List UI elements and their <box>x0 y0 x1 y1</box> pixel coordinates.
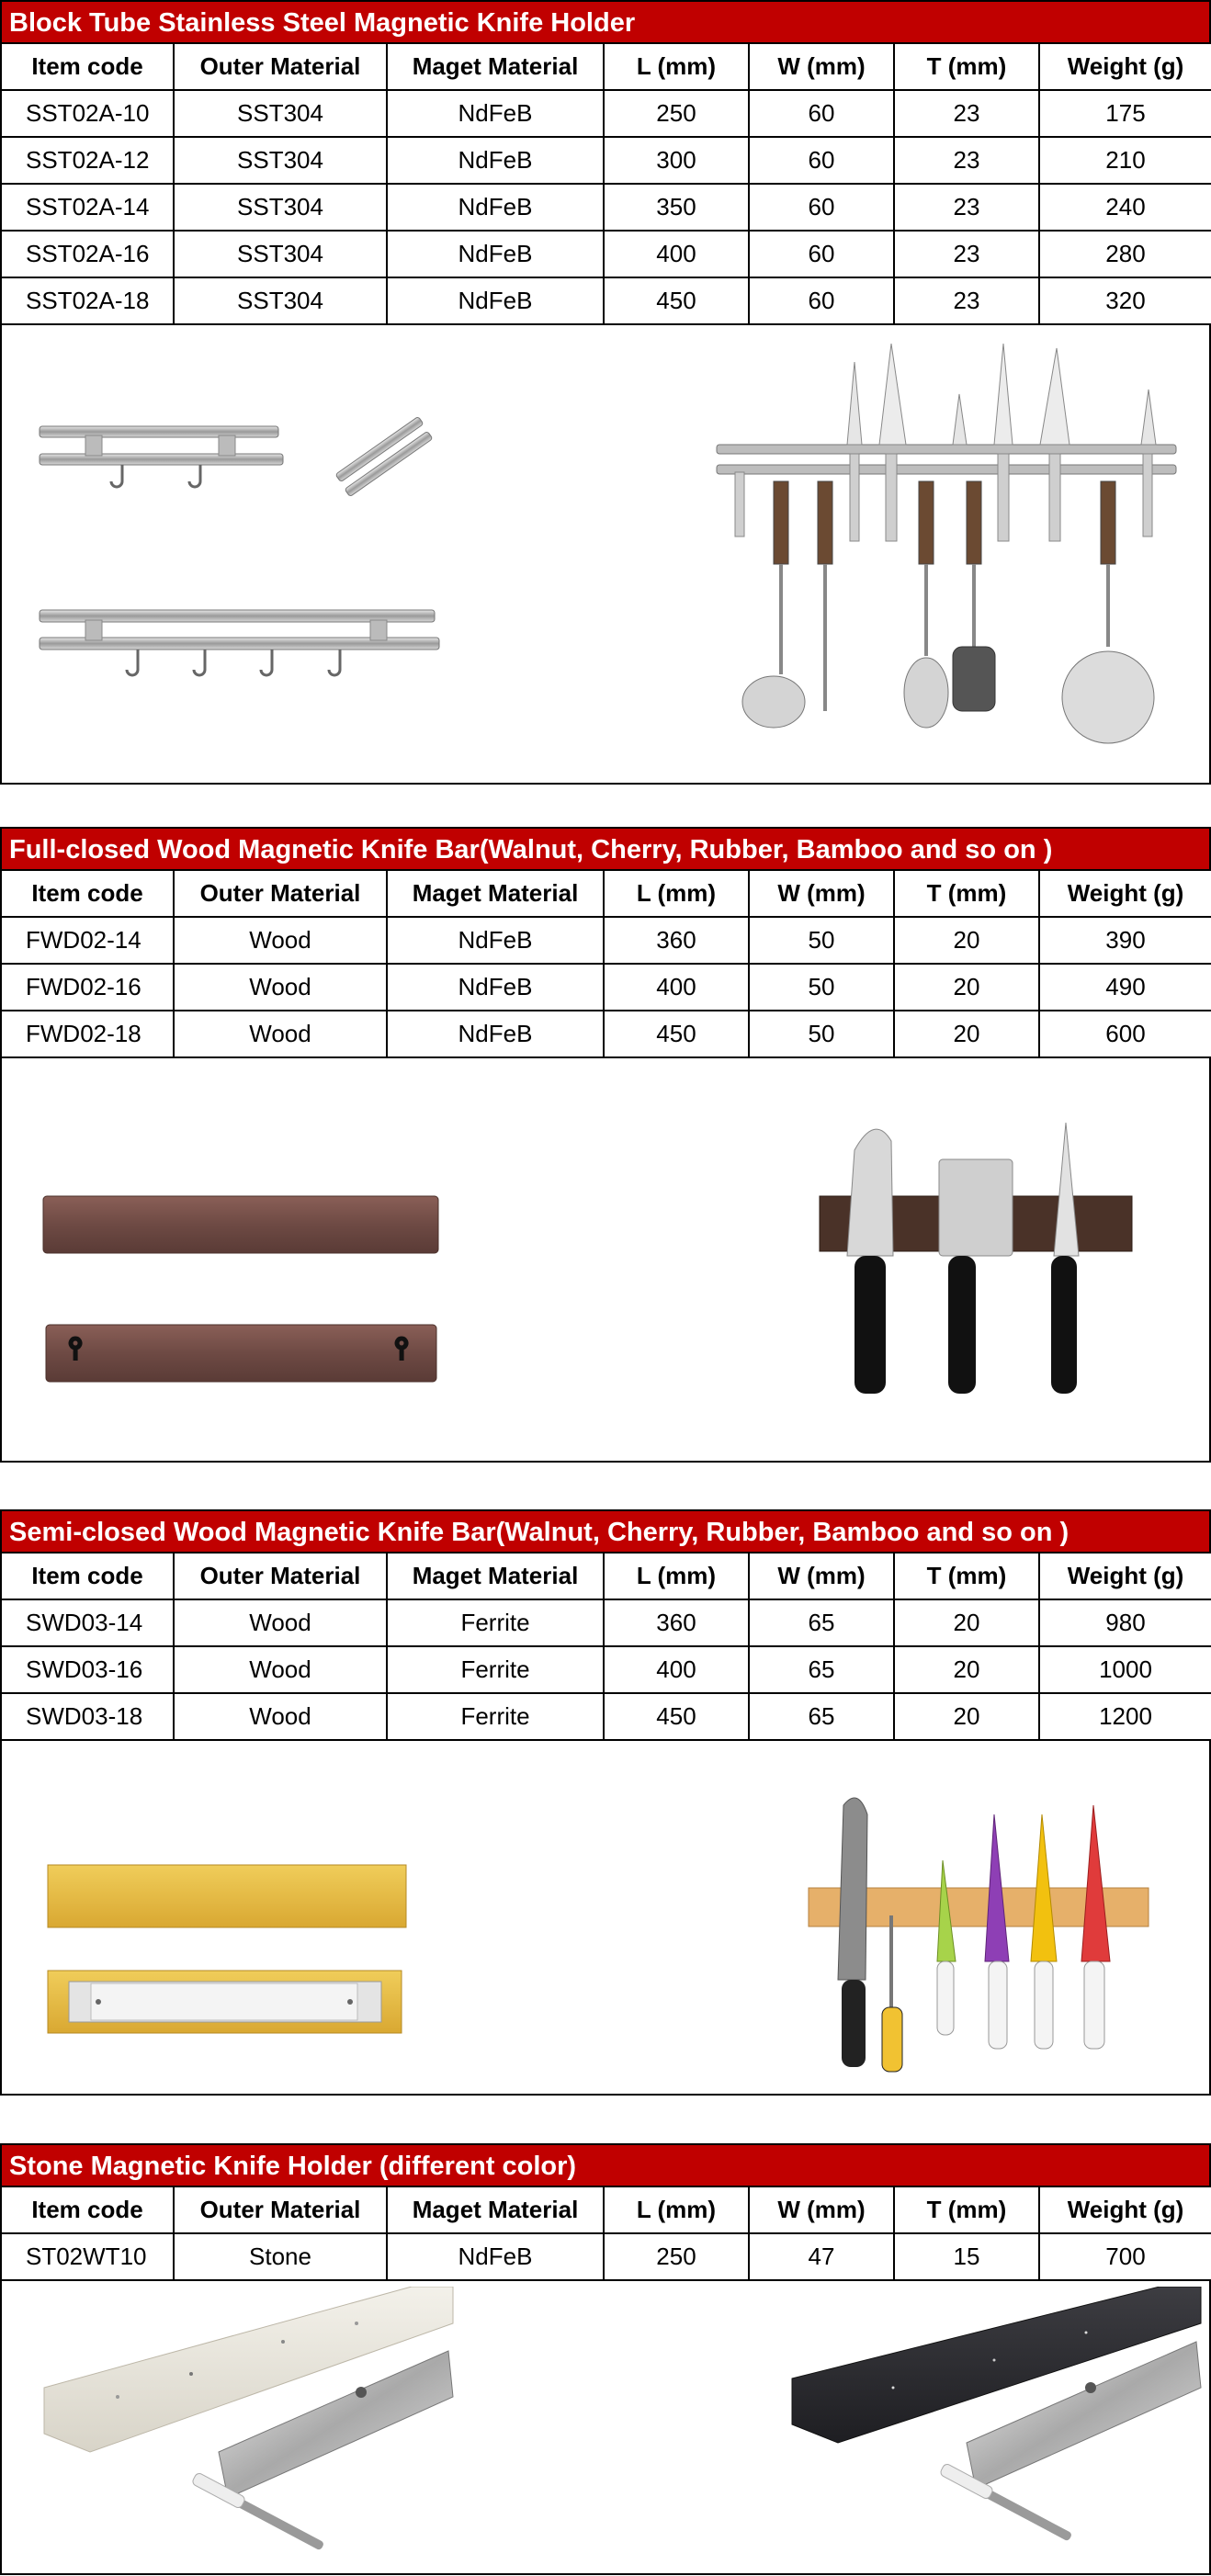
knives-on-wood-bar-image <box>810 1095 1141 1444</box>
cell: 450 <box>604 277 749 324</box>
table-row <box>1 277 1211 324</box>
cell: 320 <box>1039 277 1211 324</box>
cell: Wood <box>174 1693 387 1740</box>
product-photo-panel <box>0 325 1211 785</box>
cell: SWD03-16 <box>1 1646 174 1693</box>
cell: 300 <box>604 137 749 184</box>
cell: 60 <box>749 184 894 231</box>
cell: Wood <box>174 964 387 1011</box>
cell: NdFeB <box>387 1011 604 1057</box>
cell: 600 <box>1039 1011 1211 1057</box>
section-title: Full-closed Wood Magnetic Knife Bar(Walnut, Cherry, Rubber, Bamboo and so on ) <box>0 827 1211 869</box>
table-row <box>1 1693 1211 1740</box>
cell: 980 <box>1039 1599 1211 1646</box>
col-header: L (mm) <box>604 1553 749 1599</box>
cell: SST304 <box>174 137 387 184</box>
cell: 15 <box>894 2233 1039 2280</box>
col-header: W (mm) <box>749 2186 894 2233</box>
cell: 60 <box>749 231 894 277</box>
cell: 20 <box>894 1011 1039 1057</box>
cell: NdFeB <box>387 137 604 184</box>
col-header: T (mm) <box>894 870 1039 917</box>
col-header: W (mm) <box>749 870 894 917</box>
table-row <box>1 1599 1211 1646</box>
cell: SWD03-18 <box>1 1693 174 1740</box>
cell: 47 <box>749 2233 894 2280</box>
cell: NdFeB <box>387 184 604 231</box>
col-header: Weight (g) <box>1039 870 1211 917</box>
cell: SST304 <box>174 277 387 324</box>
col-header: Outer Material <box>174 2186 387 2233</box>
cell: 700 <box>1039 2233 1211 2280</box>
table-row <box>1 184 1211 231</box>
cell: SST02A-18 <box>1 277 174 324</box>
col-header: T (mm) <box>894 1553 1039 1599</box>
table-row <box>1 917 1211 964</box>
col-header: Item code <box>1 870 174 917</box>
col-header: W (mm) <box>749 1553 894 1599</box>
cell: 390 <box>1039 917 1211 964</box>
cell: 400 <box>604 231 749 277</box>
cell: 490 <box>1039 964 1211 1011</box>
cell: 20 <box>894 964 1039 1011</box>
cell: SST02A-12 <box>1 137 174 184</box>
cell: FWD02-14 <box>1 917 174 964</box>
cell: 1000 <box>1039 1646 1211 1693</box>
cell: Wood <box>174 1646 387 1693</box>
table-row <box>1 1011 1211 1057</box>
cell: 23 <box>894 90 1039 137</box>
cell: NdFeB <box>387 917 604 964</box>
cell: 360 <box>604 1599 749 1646</box>
col-header: Weight (g) <box>1039 43 1211 90</box>
col-header: W (mm) <box>749 43 894 90</box>
cell: Stone <box>174 2233 387 2280</box>
cell: Ferrite <box>387 1646 604 1693</box>
cell: 50 <box>749 964 894 1011</box>
cell: 450 <box>604 1011 749 1057</box>
table-row <box>1 964 1211 1011</box>
table-header-row <box>1 870 1211 917</box>
col-header: Item code <box>1 2186 174 2233</box>
col-header: Outer Material <box>174 870 387 917</box>
col-header: Maget Material <box>387 1553 604 1599</box>
cell: SST304 <box>174 231 387 277</box>
col-header: T (mm) <box>894 2186 1039 2233</box>
table-row <box>1 137 1211 184</box>
knives-on-rail-image <box>709 344 1187 766</box>
table-row <box>1 90 1211 137</box>
cell: 360 <box>604 917 749 964</box>
cell: 20 <box>894 1693 1039 1740</box>
cell: 65 <box>749 1599 894 1646</box>
table-header-row <box>1 2186 1211 2233</box>
cell: 60 <box>749 90 894 137</box>
spec-table <box>0 42 1211 325</box>
cell: NdFeB <box>387 2233 604 2280</box>
table-row <box>1 2233 1211 2280</box>
product-photo-panel <box>0 1058 1211 1463</box>
color-knives-on-bamboo-image <box>801 1778 1160 2081</box>
table-header-row <box>1 1553 1211 1599</box>
cell: Wood <box>174 1599 387 1646</box>
spec-table <box>0 869 1211 1058</box>
cell: ST02WT10 <box>1 2233 174 2280</box>
cell: 23 <box>894 231 1039 277</box>
cell: SST02A-14 <box>1 184 174 231</box>
cell: 23 <box>894 184 1039 231</box>
cell: 50 <box>749 1011 894 1057</box>
col-header: Item code <box>1 43 174 90</box>
bamboo-bar-product-image <box>43 1860 420 2044</box>
cell: NdFeB <box>387 277 604 324</box>
steel-rail-product-image <box>35 417 467 729</box>
col-header: Item code <box>1 1553 174 1599</box>
walnut-bar-product-image <box>39 1187 452 1389</box>
col-header: T (mm) <box>894 43 1039 90</box>
cell: 350 <box>604 184 749 231</box>
col-header: Weight (g) <box>1039 1553 1211 1599</box>
cell: 23 <box>894 137 1039 184</box>
cell: 23 <box>894 277 1039 324</box>
table-row <box>1 231 1211 277</box>
cell: SST304 <box>174 184 387 231</box>
cell: 50 <box>749 917 894 964</box>
col-header: L (mm) <box>604 43 749 90</box>
cell: NdFeB <box>387 231 604 277</box>
cell: 1200 <box>1039 1693 1211 1740</box>
cell: Ferrite <box>387 1599 604 1646</box>
cell: 250 <box>604 2233 749 2280</box>
cell: SST02A-16 <box>1 231 174 277</box>
cell: SST304 <box>174 90 387 137</box>
spec-table <box>0 2186 1211 2281</box>
col-header: L (mm) <box>604 870 749 917</box>
section-title: Semi-closed Wood Magnetic Knife Bar(Walnut, Cherry, Rubber, Bamboo and so on ) <box>0 1509 1211 1552</box>
cell: 60 <box>749 277 894 324</box>
cell: Ferrite <box>387 1693 604 1740</box>
col-header: L (mm) <box>604 2186 749 2233</box>
product-photo-panel <box>0 2281 1211 2575</box>
col-header: Maget Material <box>387 2186 604 2233</box>
cell: 60 <box>749 137 894 184</box>
cell: 400 <box>604 964 749 1011</box>
table-header-row <box>1 43 1211 90</box>
cell: 250 <box>604 90 749 137</box>
section-stone <box>0 2143 1211 2575</box>
cell: 20 <box>894 1646 1039 1693</box>
section-full-closed-wood <box>0 827 1211 1463</box>
cell: NdFeB <box>387 90 604 137</box>
col-header: Maget Material <box>387 43 604 90</box>
section-block-tube <box>0 0 1211 785</box>
cell: NdFeB <box>387 964 604 1011</box>
cell: FWD02-16 <box>1 964 174 1011</box>
cell: Wood <box>174 917 387 964</box>
black-stone-holder-image <box>755 2287 1205 2570</box>
cell: 280 <box>1039 231 1211 277</box>
section-title: Stone Magnetic Knife Holder (different color) <box>0 2143 1211 2186</box>
table-row <box>1 1646 1211 1693</box>
cell: 210 <box>1039 137 1211 184</box>
section-title: Block Tube Stainless Steel Magnetic Knife Holder <box>0 0 1211 42</box>
col-header: Outer Material <box>174 1553 387 1599</box>
cell: 175 <box>1039 90 1211 137</box>
col-header: Outer Material <box>174 43 387 90</box>
cell: 20 <box>894 917 1039 964</box>
white-stone-holder-image <box>7 2287 458 2570</box>
product-photo-panel <box>0 1741 1211 2096</box>
cell: SST02A-10 <box>1 90 174 137</box>
col-header: Weight (g) <box>1039 2186 1211 2233</box>
cell: 400 <box>604 1646 749 1693</box>
cell: 20 <box>894 1599 1039 1646</box>
cell: 65 <box>749 1693 894 1740</box>
cell: Wood <box>174 1011 387 1057</box>
spec-table <box>0 1552 1211 1741</box>
cell: 65 <box>749 1646 894 1693</box>
cell: FWD02-18 <box>1 1011 174 1057</box>
cell: 240 <box>1039 184 1211 231</box>
cell: 450 <box>604 1693 749 1740</box>
cell: SWD03-14 <box>1 1599 174 1646</box>
col-header: Maget Material <box>387 870 604 917</box>
section-semi-closed-wood <box>0 1509 1211 2096</box>
